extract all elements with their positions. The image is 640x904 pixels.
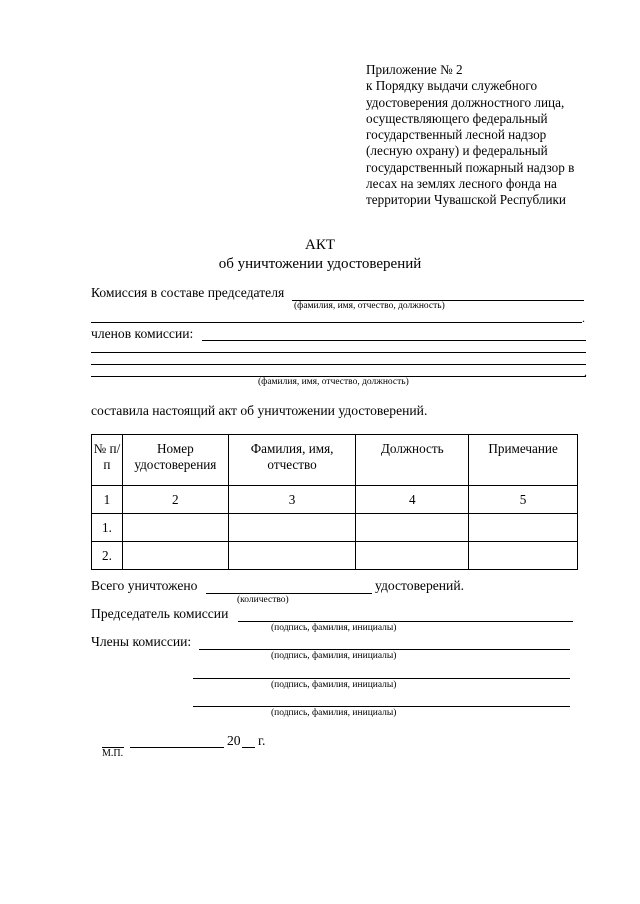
- table-cell[interactable]: [228, 542, 356, 570]
- members-fill-line[interactable]: [91, 352, 586, 353]
- end-dot: .: [584, 365, 587, 379]
- member-signature-line[interactable]: [193, 706, 570, 707]
- column-number: 4: [356, 486, 469, 514]
- seal-placeholder: М.П.: [102, 748, 124, 759]
- column-number: 2: [122, 486, 228, 514]
- total-caption: (количество): [237, 595, 289, 605]
- table-row: [92, 514, 578, 542]
- end-dot: .: [582, 311, 585, 325]
- header-cell-certificate: [122, 435, 228, 486]
- appendix-line: осуществляющего федеральный: [366, 110, 548, 126]
- signature-caption: (подпись, фамилия, инициалы): [271, 680, 397, 690]
- appendix-line: лесах на землях лесного фонда на: [366, 176, 557, 192]
- appendix-line: Приложение № 2: [366, 62, 463, 77]
- header-cell-position: [356, 435, 469, 486]
- members-label: членов комиссии:: [91, 326, 194, 341]
- date-year-line[interactable]: [242, 747, 255, 748]
- appendix-header: [366, 62, 606, 209]
- table-cell[interactable]: [228, 514, 356, 542]
- column-number: 5: [469, 486, 578, 514]
- date-year-suffix: г.: [258, 733, 266, 748]
- document-subtitle: об уничтожении удостоверений: [218, 256, 422, 272]
- members-fill-line[interactable]: [202, 340, 586, 341]
- total-label: Всего уничтожено: [91, 578, 198, 593]
- member-signature-line[interactable]: [193, 678, 570, 679]
- table-cell[interactable]: [122, 542, 228, 570]
- header-text: Примечание: [488, 441, 558, 456]
- table-row: [92, 542, 578, 570]
- header-cell-number: [92, 435, 123, 486]
- member-signature-line[interactable]: [199, 649, 570, 650]
- chairman-fill-line-2[interactable]: [91, 322, 582, 323]
- table-cell[interactable]: [356, 542, 469, 570]
- row-number: 2.: [92, 542, 123, 570]
- signature-caption: (подпись, фамилия, инициалы): [271, 651, 397, 661]
- statement-text: составила настоящий акт об уничтожении удостоверений.: [91, 403, 428, 418]
- column-number: 3: [228, 486, 356, 514]
- row-number: 1.: [92, 514, 123, 542]
- appendix-line: государственный пожарный надзор в: [366, 159, 575, 175]
- table-cell[interactable]: [469, 514, 578, 542]
- appendix-line: государственный лесной надзор: [366, 127, 547, 143]
- destruction-table: [91, 434, 578, 570]
- total-fill-line[interactable]: [206, 593, 372, 594]
- members-fill-line[interactable]: [91, 364, 586, 365]
- table-cell[interactable]: [122, 514, 228, 542]
- commission-chairman-label: Комиссия в составе председателя: [91, 285, 285, 300]
- total-suffix: удостоверений.: [375, 578, 465, 593]
- appendix-line: (лесную охрану) и федеральный: [366, 143, 548, 159]
- table-cell[interactable]: [469, 542, 578, 570]
- header-cell-name: [228, 435, 356, 486]
- document-title: АКТ: [305, 237, 335, 253]
- appendix-line: к Порядку выдачи служебного: [366, 78, 538, 94]
- header-text: Фамилия, имя, отчество: [250, 441, 334, 472]
- date-month-line[interactable]: [130, 747, 224, 748]
- signature-caption: (подпись, фамилия, инициалы): [271, 623, 397, 633]
- members-signature-label: Члены комиссии:: [91, 634, 192, 649]
- date-year-prefix: 20: [227, 733, 241, 748]
- header-text: Номер удостоверения: [134, 441, 217, 472]
- appendix-line: удостоверения должностного лица,: [366, 94, 565, 110]
- header-cell-note: [469, 435, 578, 486]
- chairman-caption: (фамилия, имя, отчество, должность): [294, 301, 445, 311]
- column-number: 1: [92, 486, 123, 514]
- header-text: № п/п: [93, 441, 121, 472]
- appendix-line: территории Чувашской Республики: [366, 192, 566, 208]
- header-text: Должность: [380, 441, 444, 456]
- chairman-signature-label: Председатель комиссии: [91, 606, 229, 621]
- table-cell[interactable]: [356, 514, 469, 542]
- column-number-row: [92, 486, 578, 514]
- chairman-signature-line[interactable]: [238, 621, 573, 622]
- members-caption: (фамилия, имя, отчество, должность): [258, 377, 409, 387]
- table-header-row: [92, 435, 578, 486]
- signature-caption: (подпись, фамилия, инициалы): [271, 708, 397, 718]
